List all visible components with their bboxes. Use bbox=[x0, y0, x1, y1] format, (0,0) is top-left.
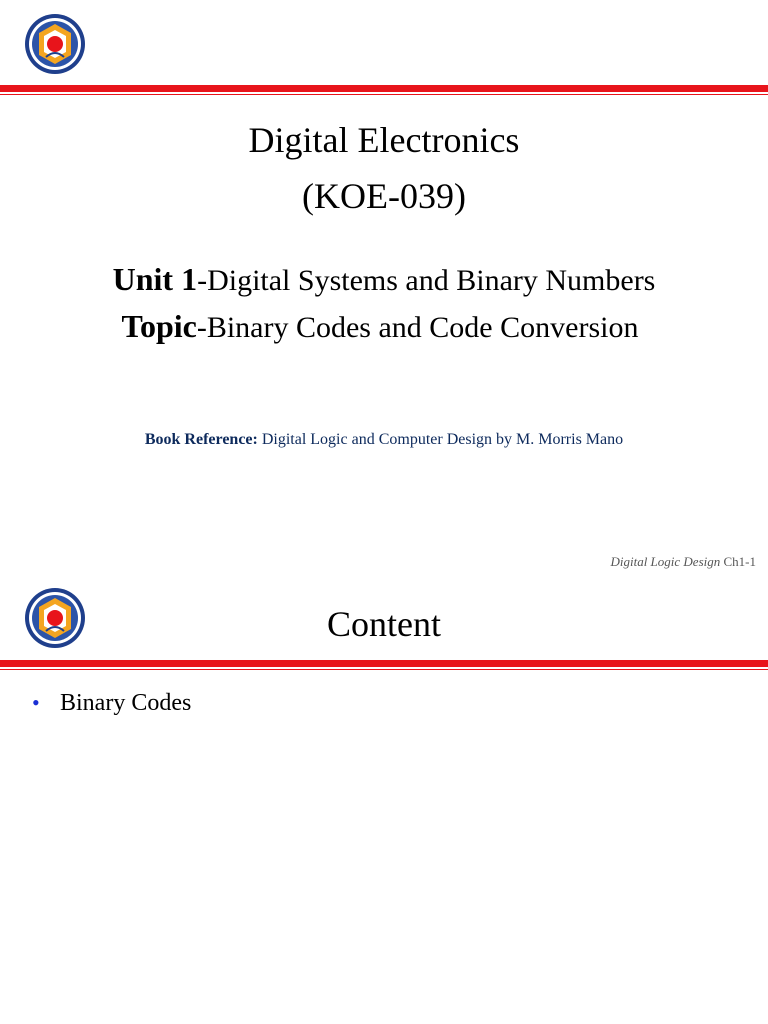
footer-course: Digital Logic Design bbox=[610, 554, 721, 569]
unit-heading bbox=[0, 262, 768, 298]
slide-footer bbox=[610, 554, 756, 570]
book-reference-text: Digital Logic and Computer Design by M. Morris Mano bbox=[257, 431, 624, 448]
bullet-list-item bbox=[32, 688, 191, 718]
unit-text: -Digital Systems and Binary Numbers bbox=[197, 264, 656, 297]
footer-page: Ch1-1 bbox=[720, 554, 756, 569]
book-reference-label: Book Reference: bbox=[144, 431, 258, 448]
book-reference bbox=[0, 430, 768, 450]
unit-label: Unit 1 bbox=[112, 261, 198, 297]
header-divider bbox=[0, 660, 768, 670]
bullet-icon: • bbox=[32, 690, 40, 715]
topic-text: -Binary Codes and Code Conversion bbox=[196, 311, 639, 344]
topic-heading bbox=[0, 309, 764, 345]
slide-title: Content bbox=[327, 604, 441, 644]
university-crest-icon bbox=[24, 13, 86, 75]
header-divider bbox=[0, 85, 768, 95]
content-slide bbox=[0, 582, 768, 1024]
course-code: (KOE-039) bbox=[302, 176, 466, 216]
bullet-text: Binary Codes bbox=[60, 690, 192, 716]
topic-label: Topic bbox=[121, 308, 197, 344]
course-title: Digital Electronics bbox=[248, 120, 520, 160]
